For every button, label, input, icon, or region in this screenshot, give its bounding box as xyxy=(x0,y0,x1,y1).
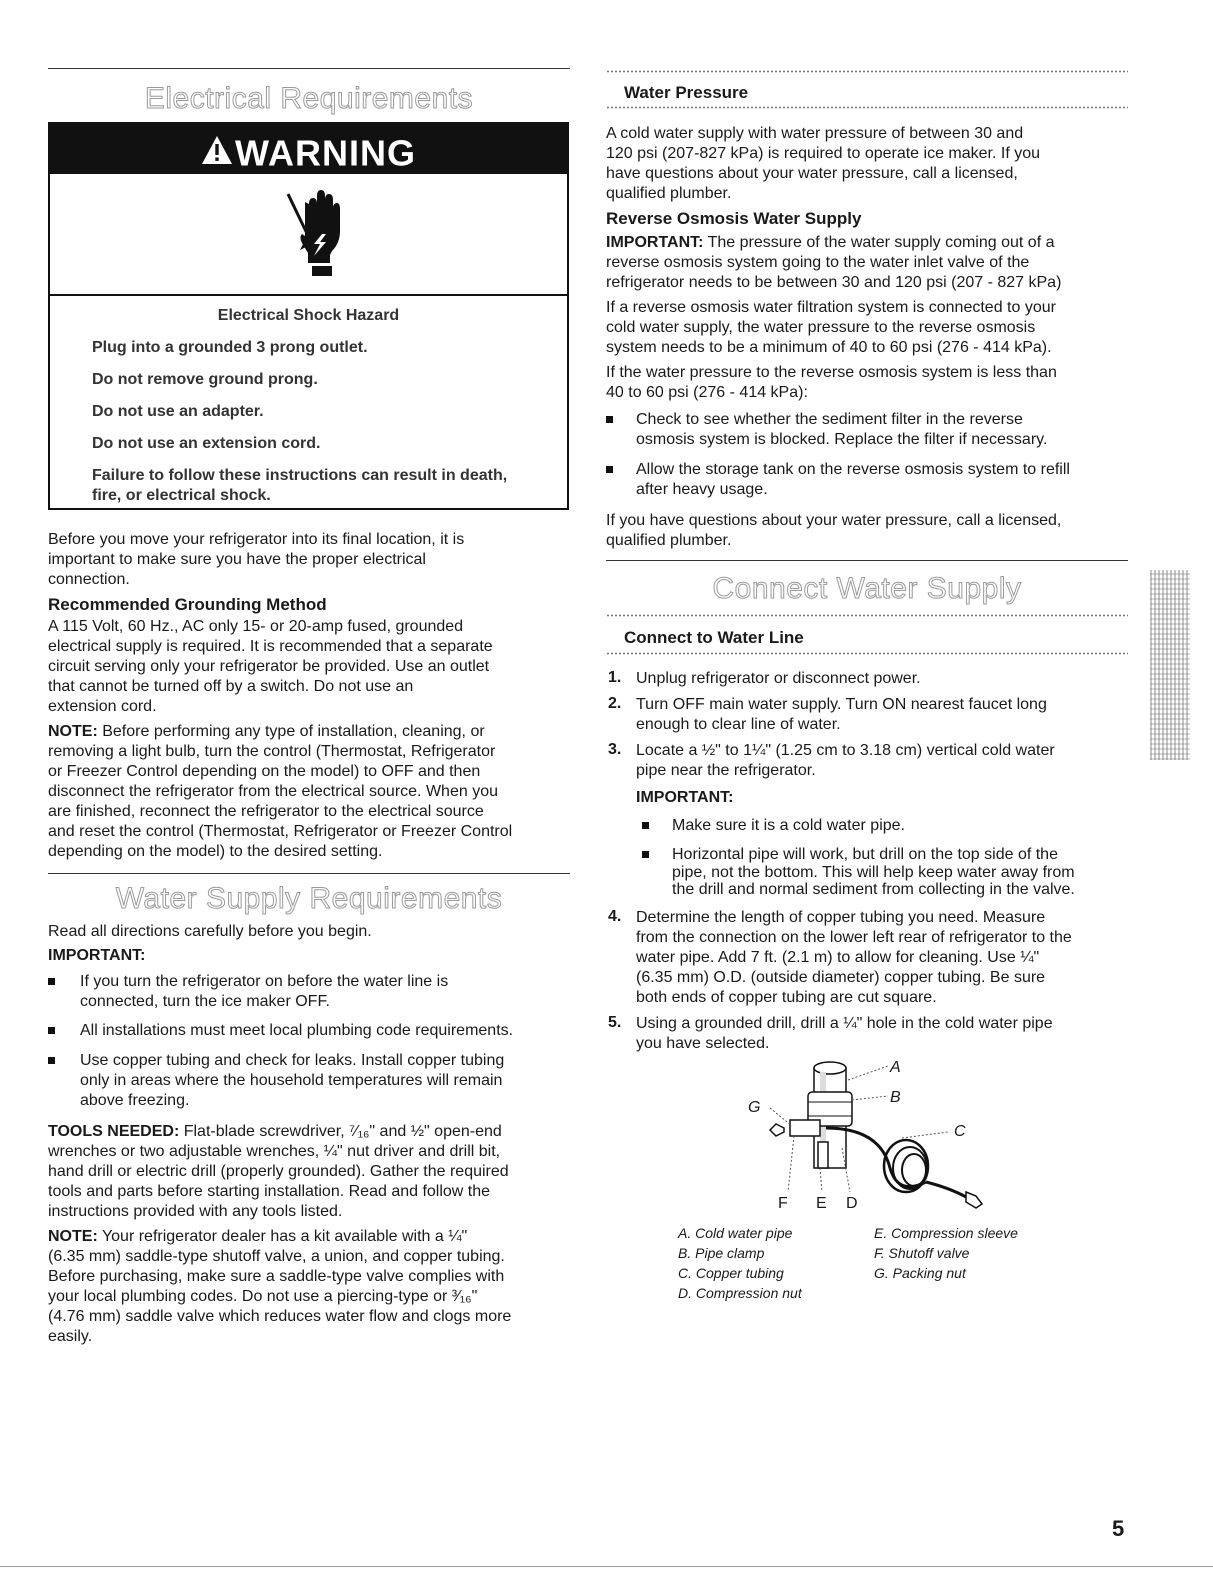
intro-line: Before you move your refrigerator into its final location, it is xyxy=(48,531,465,548)
tools-line: tools and parts before starting installation. Read and follow the xyxy=(48,1183,491,1200)
step-line: enough to clear line of water. xyxy=(636,716,841,733)
ro3-line: If the water pressure to the reverse osmosis system is less than xyxy=(606,364,1057,381)
step-line: Using a grounded drill, drill a ¼" hole in the cold water pipe xyxy=(636,1015,1053,1032)
ro-line: reverse osmosis system going to the water inlet valve of the xyxy=(606,254,1030,271)
bullet-square-icon xyxy=(606,466,613,473)
figure-label-b: B xyxy=(890,1089,901,1106)
warning-separator xyxy=(50,294,567,296)
grounding-line: circuit serving only your refrigerator be provided. Use an outlet xyxy=(48,658,490,675)
warning-line: Do not use an adapter. xyxy=(92,403,264,420)
step-line: pipe near the refrigerator. xyxy=(636,762,816,779)
tools-first-line: TOOLS NEEDED: Flat-blade screwdriver, ⁷⁄₁₆" and ½" open-end xyxy=(48,1123,502,1140)
step-line: Unplug refrigerator or disconnect power. xyxy=(636,670,921,687)
bullet-square-icon xyxy=(642,851,649,858)
legend-item: D. Compression nut xyxy=(678,1285,802,1301)
pressure-line: 120 psi (207-827 kPa) is required to operate ice maker. If you xyxy=(606,145,1041,162)
step-number: 5. xyxy=(608,1014,622,1031)
warning-failure-line: Failure to follow these instructions can result in death, xyxy=(92,467,508,484)
note-line: disconnect the refrigerator from the electrical source. When you xyxy=(48,783,498,800)
figure-label-f: F xyxy=(778,1195,788,1212)
ro2-line: cold water supply, the water pressure to the reverse osmosis xyxy=(606,319,1036,336)
warning-header xyxy=(50,124,567,174)
step-line: Turn OFF main water supply. Turn ON nearest faucet long xyxy=(636,696,1047,713)
step-number: 2. xyxy=(608,695,622,712)
legend-item: C. Copper tubing xyxy=(678,1265,784,1281)
pressure-line: qualified plumber. xyxy=(606,185,732,202)
step-number: 3. xyxy=(608,741,622,758)
legend-item: A. Cold water pipe xyxy=(678,1225,793,1241)
note-line: and reset the control (Thermostat, Refrigerator or Freezer Control xyxy=(48,823,513,840)
dotted-rule xyxy=(606,614,1128,617)
tools-line: hand drill or electric drill (properly grounded). Gather the required xyxy=(48,1163,509,1180)
page-number: 5 xyxy=(1112,1516,1125,1541)
step-line: Determine the length of copper tubing you need. Measure xyxy=(636,909,1046,926)
dotted-rule xyxy=(606,106,1128,109)
intro-line: connection. xyxy=(48,571,130,588)
closing-line: If you have questions about your water pressure, call a licensed, xyxy=(606,512,1062,529)
step-line: both ends of copper tubing are cut square. xyxy=(636,989,937,1006)
note2-first-line: NOTE: Your refrigerator dealer has a kit available with a ¼" xyxy=(48,1228,468,1245)
step-number: 1. xyxy=(608,669,622,686)
note2-line: Before purchasing, make sure a saddle-type valve complies with xyxy=(48,1268,505,1285)
note2-line: (6.35 mm) saddle-type shutoff valve, a union, and copper tubing. xyxy=(48,1248,505,1265)
figure-label-g: G xyxy=(748,1099,761,1116)
warning-title: WARNING xyxy=(50,130,567,174)
saddle-valve-diagram xyxy=(730,1058,1030,1218)
water-pressure-heading: Water Pressure xyxy=(624,83,749,102)
warning-triangle-icon xyxy=(201,132,233,174)
warning-line: Do not use an extension cord. xyxy=(92,435,321,452)
note-line: depending on the model) to the desired setting. xyxy=(48,843,383,860)
section-title-electrical: Electrical Requirements xyxy=(144,82,474,115)
figure-label-c: C xyxy=(954,1123,966,1140)
ro2-line: system needs to be a minimum of 40 to 60 psi (276 - 414 kPa). xyxy=(606,339,1052,356)
grounding-heading: Recommended Grounding Method xyxy=(48,595,327,614)
step3-important-label: IMPORTANT: xyxy=(636,789,734,806)
ro-line: refrigerator needs to be between 30 and 120 psi (207 - 827 kPa) xyxy=(606,274,1062,291)
bullet-square-icon xyxy=(48,1057,55,1064)
ro2-line: If a reverse osmosis water filtration system is connected to your xyxy=(606,299,1056,316)
note2-label: NOTE: xyxy=(48,1228,98,1245)
bullet-square-icon xyxy=(48,978,55,985)
grounding-line: extension cord. xyxy=(48,698,157,715)
note-label: NOTE: xyxy=(48,723,98,740)
grounding-line: A 115 Volt, 60 Hz., AC only 15- or 20-amp fused, grounded xyxy=(48,618,464,635)
shock-hazard-icon xyxy=(282,182,342,283)
read-all-text: Read all directions carefully before you begin. xyxy=(48,923,372,940)
note2-line: (4.76 mm) saddle valve which reduces water flow and clogs more xyxy=(48,1308,512,1325)
step-line: you have selected. xyxy=(636,1035,770,1052)
step-line: from the connection on the lower left rear of refrigerator to the xyxy=(636,929,1072,946)
figure-label-d: D xyxy=(846,1195,858,1212)
bottom-rule xyxy=(0,1566,1213,1567)
warning-line: Do not remove ground prong. xyxy=(92,371,318,388)
note-line: removing a light bulb, turn the control (Thermostat, Refrigerator xyxy=(48,743,496,760)
warning-failure-line: fire, or electrical shock. xyxy=(92,487,271,504)
grounding-line: that cannot be turned off by a switch. Do not use an xyxy=(48,678,414,695)
tools-line: wrenches or two adjustable wrenches, ¼" nut driver and drill bit, xyxy=(48,1143,501,1160)
top-rule-left xyxy=(48,68,570,69)
water-section-rule xyxy=(48,873,570,874)
ro-first-line: IMPORTANT: The pressure of the water supply coming out of a xyxy=(606,234,1055,251)
step-line: Locate a ½" to 1¼" (1.25 cm to 3.18 cm) vertical cold water xyxy=(636,742,1055,759)
section-title-connect-water: Connect Water Supply xyxy=(712,572,1022,605)
hazard-title: Electrical Shock Hazard xyxy=(217,307,400,324)
ro3-line: 40 to 60 psi (276 - 414 kPa): xyxy=(606,384,808,401)
warning-line: Plug into a grounded 3 prong outlet. xyxy=(92,339,368,356)
grounding-line: electrical supply is required. It is recommended that a separate xyxy=(48,638,493,655)
pressure-line: have questions about your water pressure, call a licensed, xyxy=(606,165,1018,182)
important-label: IMPORTANT: xyxy=(48,947,146,964)
bullet-square-icon xyxy=(48,1027,55,1034)
legend-item: E. Compression sleeve xyxy=(874,1225,1018,1241)
warning-box xyxy=(48,122,569,510)
note2-line: easily. xyxy=(48,1328,93,1345)
dotted-rule xyxy=(606,652,1128,655)
legend-item: F. Shutoff valve xyxy=(874,1245,970,1261)
closing-line: qualified plumber. xyxy=(606,532,732,549)
step-line: (6.35 mm) O.D. (outside diameter) copper tubing. Be sure xyxy=(636,969,1046,986)
ro-important-label: IMPORTANT: xyxy=(606,234,704,251)
bullet-square-icon xyxy=(606,416,613,423)
legend-item: B. Pipe clamp xyxy=(678,1245,765,1261)
note-line: are finished, reconnect the refrigerator to the electrical source xyxy=(48,803,484,820)
tools-label: TOOLS NEEDED: xyxy=(48,1123,180,1140)
bullet-square-icon xyxy=(642,822,649,829)
pressure-line: A cold water supply with water pressure of between 30 and xyxy=(606,125,1024,142)
intro-line: important to make sure you have the proper electrical xyxy=(48,551,426,568)
figure-label-a: A xyxy=(890,1059,901,1076)
figure-label-e: E xyxy=(816,1195,827,1212)
note-line: or Freezer Control depending on the model) to OFF and then xyxy=(48,763,481,780)
tools-line: instructions provided with any tools listed. xyxy=(48,1203,343,1220)
step-line: water pipe. Add 7 ft. (2.1 m) to allow for cleaning. Use ¼" xyxy=(636,949,1040,966)
note2-line: your local plumbing codes. Do not use a piercing-type or ³⁄₁₆" xyxy=(48,1288,478,1305)
section-title-water-supply: Water Supply Requirements xyxy=(115,882,503,915)
side-noise-artifact xyxy=(1150,570,1190,760)
connect-water-line-heading: Connect to Water Line xyxy=(624,628,804,647)
legend-item: G. Packing nut xyxy=(874,1265,966,1281)
saddle-valve-figure xyxy=(730,1058,1030,1218)
connect-section-rule xyxy=(606,560,1128,561)
dotted-rule xyxy=(606,70,1128,73)
note-first-line: NOTE: Before performing any type of installation, cleaning, or xyxy=(48,723,485,740)
step-number: 4. xyxy=(608,908,622,925)
ro-heading: Reverse Osmosis Water Supply xyxy=(606,209,862,228)
